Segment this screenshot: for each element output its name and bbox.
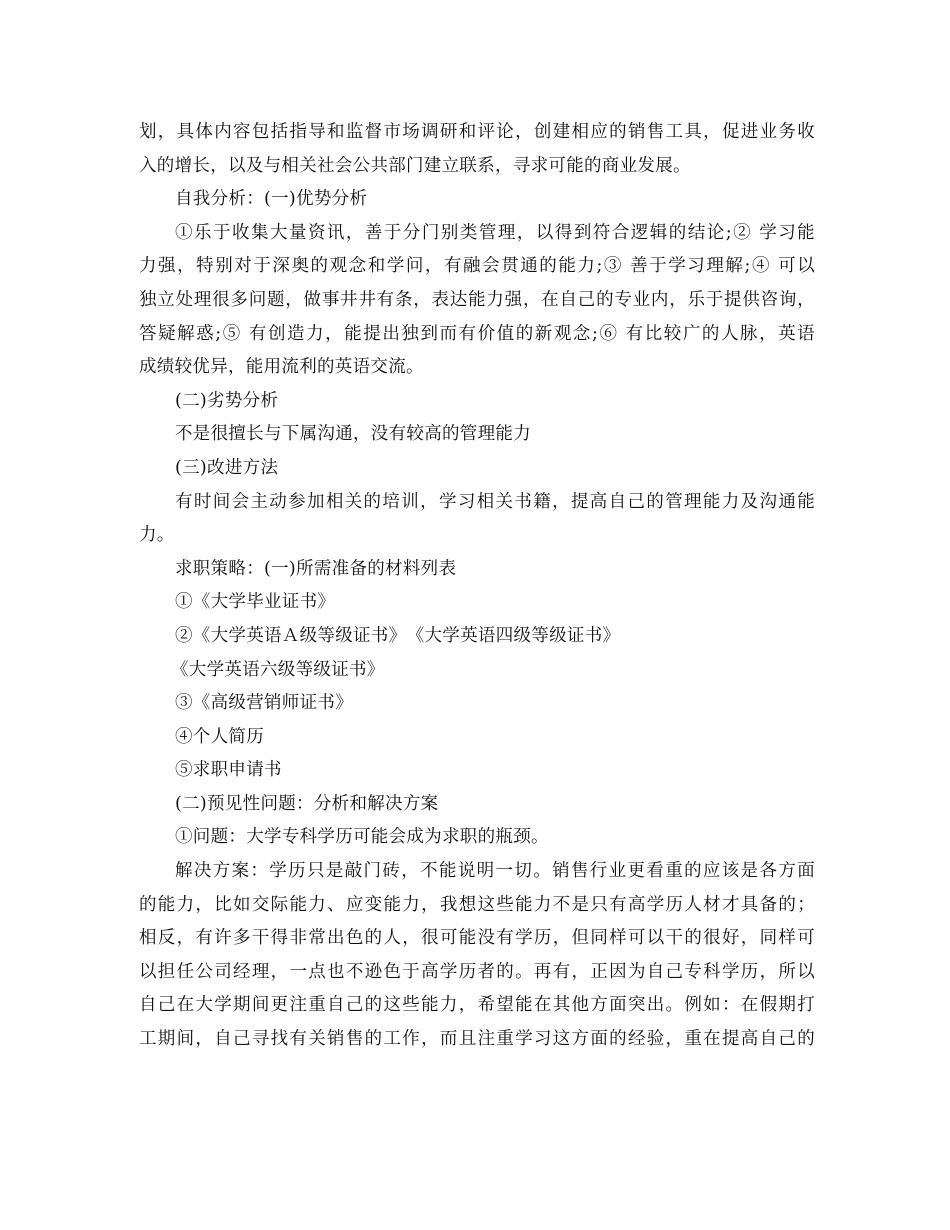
paragraph-line: 的能力，比如交际能力、应变能力，我想这些能力不是只有高学历人材才具备的； (139, 894, 815, 915)
paragraph-line: 不是很擅长与下属沟通，没有较高的管理能力 (175, 424, 531, 445)
section-heading: (二)预见性问题：分析和解决方案 (175, 793, 439, 814)
list-item: ④个人简历 (175, 726, 264, 747)
paragraph-line: 工期间，自己寻找有关销售的工作，而且注重学习这方面的经验，重在提高自己的 (139, 1029, 815, 1050)
list-item: ⑤求职申请书 (175, 760, 282, 781)
document-body (139, 116, 815, 1057)
paragraph-line: 有时间会主动参加相关的培训，学习相关书籍，提高自己的管理能力及沟通能 (175, 491, 815, 512)
list-item: ②《大学英语Ａ级等级证书》 《大学英语四级等级证书》 (175, 625, 621, 646)
paragraph-line: 相反，有许多干得非常出色的人，很可能没有学历，但同样可以干的很好，同样可 (139, 928, 815, 949)
section-heading: (二)劣势分析 (175, 390, 279, 411)
paragraph-line: 以担任公司经理，一点也不逊色于高学历者的。再有，正因为自己专科学历，所以 (139, 961, 815, 982)
list-item: ①《大学毕业证书》 (175, 592, 336, 613)
section-heading: 自我分析：(一)优势分析 (175, 189, 368, 210)
list-item: ③《高级营销师证书》 (175, 693, 353, 714)
paragraph-line: 独立处理很多问题，做事井井有条，表达能力强，在自己的专业内，乐于提供咨询， (139, 289, 815, 310)
paragraph-line: 成绩较优异，能用流利的英语交流。 (139, 357, 424, 378)
section-heading: (三)改进方法 (175, 457, 279, 478)
section-heading: 求职策略：(一)所需准备的材料列表 (175, 558, 457, 579)
paragraph-line: 自己在大学期间更注重自己的这些能力，希望能在其他方面突出。例如：在假期打 (139, 995, 815, 1016)
paragraph-line: 力。 (139, 525, 175, 546)
paragraph-line: ①乐于收集大量资讯，善于分门别类管理，以得到符合逻辑的结论;② 学习能 (175, 222, 815, 243)
paragraph-line: 力强，特别对于深奥的观念和学问，有融会贯通的能力;③ 善于学习理解;④ 可以 (139, 256, 815, 277)
paragraph-line: 划，具体内容包括指导和监督市场调研和评论，创建相应的销售工具，促进业务收 (139, 122, 815, 142)
paragraph-line: 答疑解惑;⑤ 有创造力，能提出独到而有价值的新观念;⑥ 有比较广的人脉，英语 (139, 323, 815, 344)
paragraph-line: 解决方案：学历只是敲门砖，不能说明一切。销售行业更看重的应该是各方面 (175, 861, 815, 882)
paragraph-line: 入的增长，以及与相关社会公共部门建立联系，寻求可能的商业发展。 (139, 155, 691, 176)
list-item: 《大学英语六级等级证书》 (171, 659, 385, 680)
paragraph-line: ①问题：大学专科学历可能会成为求职的瓶颈。 (175, 827, 549, 848)
